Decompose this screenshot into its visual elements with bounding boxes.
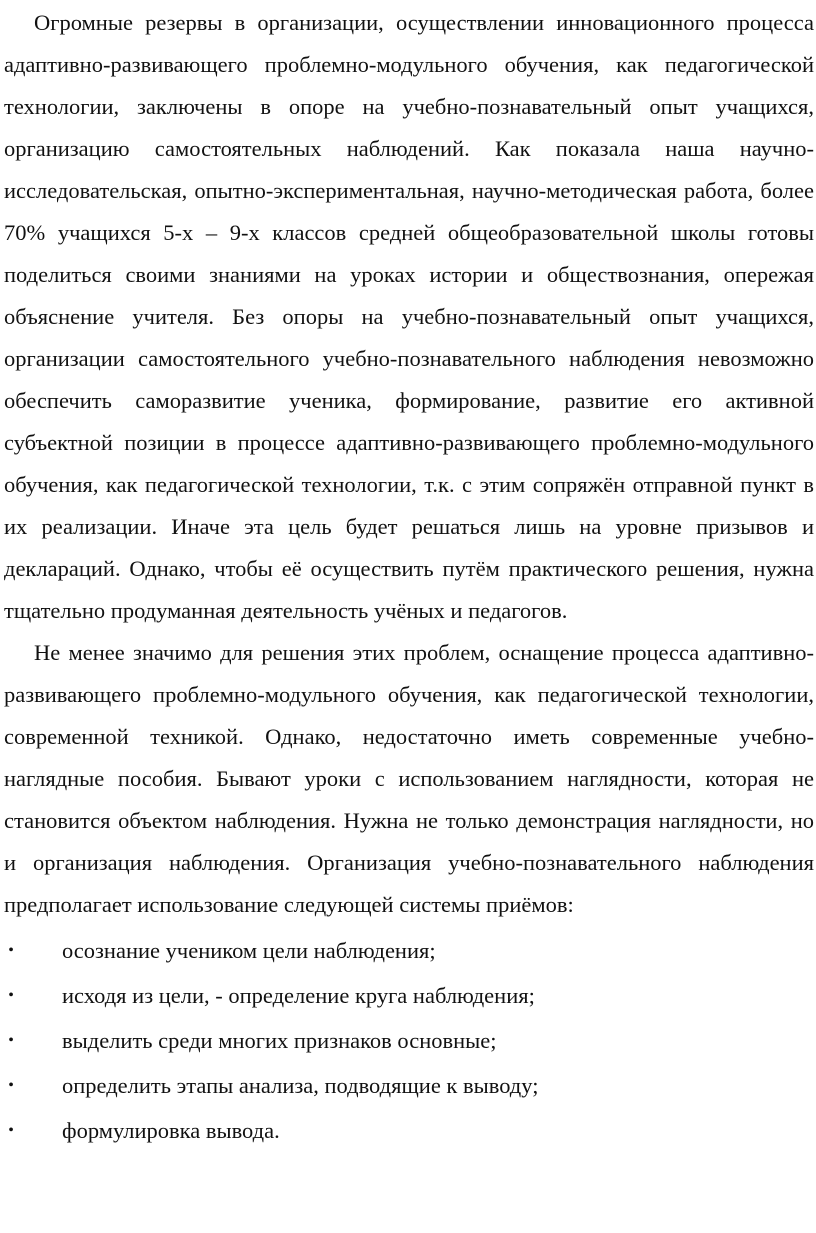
list-item-text: осознание учеником цели наблюдения; [62, 938, 436, 963]
bullet-icon: • [8, 1122, 14, 1139]
paragraph-1: Огромные резервы в организации, осуществлении инновационного процесса адаптивно-развивающего проблемно-модульного обучения, как педагогической технологии, заключены в опоре на учебно-познавательный опыт учащихся, организацию самостоятельных наблюдений. Как показала наша научно-исследовательская, опытно-экспериментальная, научно-методическая работа, более 70% учащихся 5-х – 9-х классов средней общеобразовательной школы готовы поделиться своими знаниями на уроках истории и обществознания, опережая объяснение учителя. Без опоры на учебно-познавательный опыт учащихся, организации самостоятельного учебно-познавательного наблюдения невозможно обеспечить саморазвитие ученика, формирование, развитие его активной субъектной позиции в процессе адаптивно-развивающего проблемно-модульного обучения, как педагогической технологии, т.к. с этим сопряжён отправной пункт в их реализации. Иначе эта цель будет решаться лишь на уровне призывов и деклараций. Однако, чтобы её осуществить путём практического решения, нужна тщательно продуманная деятельность учёных и педагогов. [4, 10, 814, 623]
document-page [4, 2, 814, 1153]
list-item-text: определить этапы анализа, подводящие к выводу; [62, 1073, 539, 1098]
bullet-icon: • [8, 987, 14, 1004]
bullet-icon: • [8, 942, 14, 959]
bullet-icon: • [8, 1077, 14, 1094]
list-item [4, 1018, 814, 1063]
bullet-icon: • [8, 1032, 14, 1049]
list-item-text: формулировка вывода. [62, 1118, 280, 1143]
list-item [4, 928, 814, 973]
list-item [4, 973, 814, 1018]
paragraph-2: Не менее значимо для решения этих проблем, оснащение процесса адаптивно-развивающего проблемно-модульного обучения, как педагогической технологии, современной техникой. Однако, недостаточно иметь современные учебно-наглядные пособия. Бывают уроки с использованием наглядности, которая не становится объектом наблюдения. Нужна не только демонстрация наглядности, но и организация наблюдения. Организация учебно-познавательного наблюдения предполагает использование следующей системы приёмов: [4, 640, 814, 917]
list-item [4, 1063, 814, 1108]
list-item-text: исходя из цели, - определение круга наблюдения; [62, 983, 535, 1008]
list-item-text: выделить среди многих признаков основные; [62, 1028, 497, 1053]
list-item [4, 1108, 814, 1153]
bullet-list [4, 928, 814, 1153]
